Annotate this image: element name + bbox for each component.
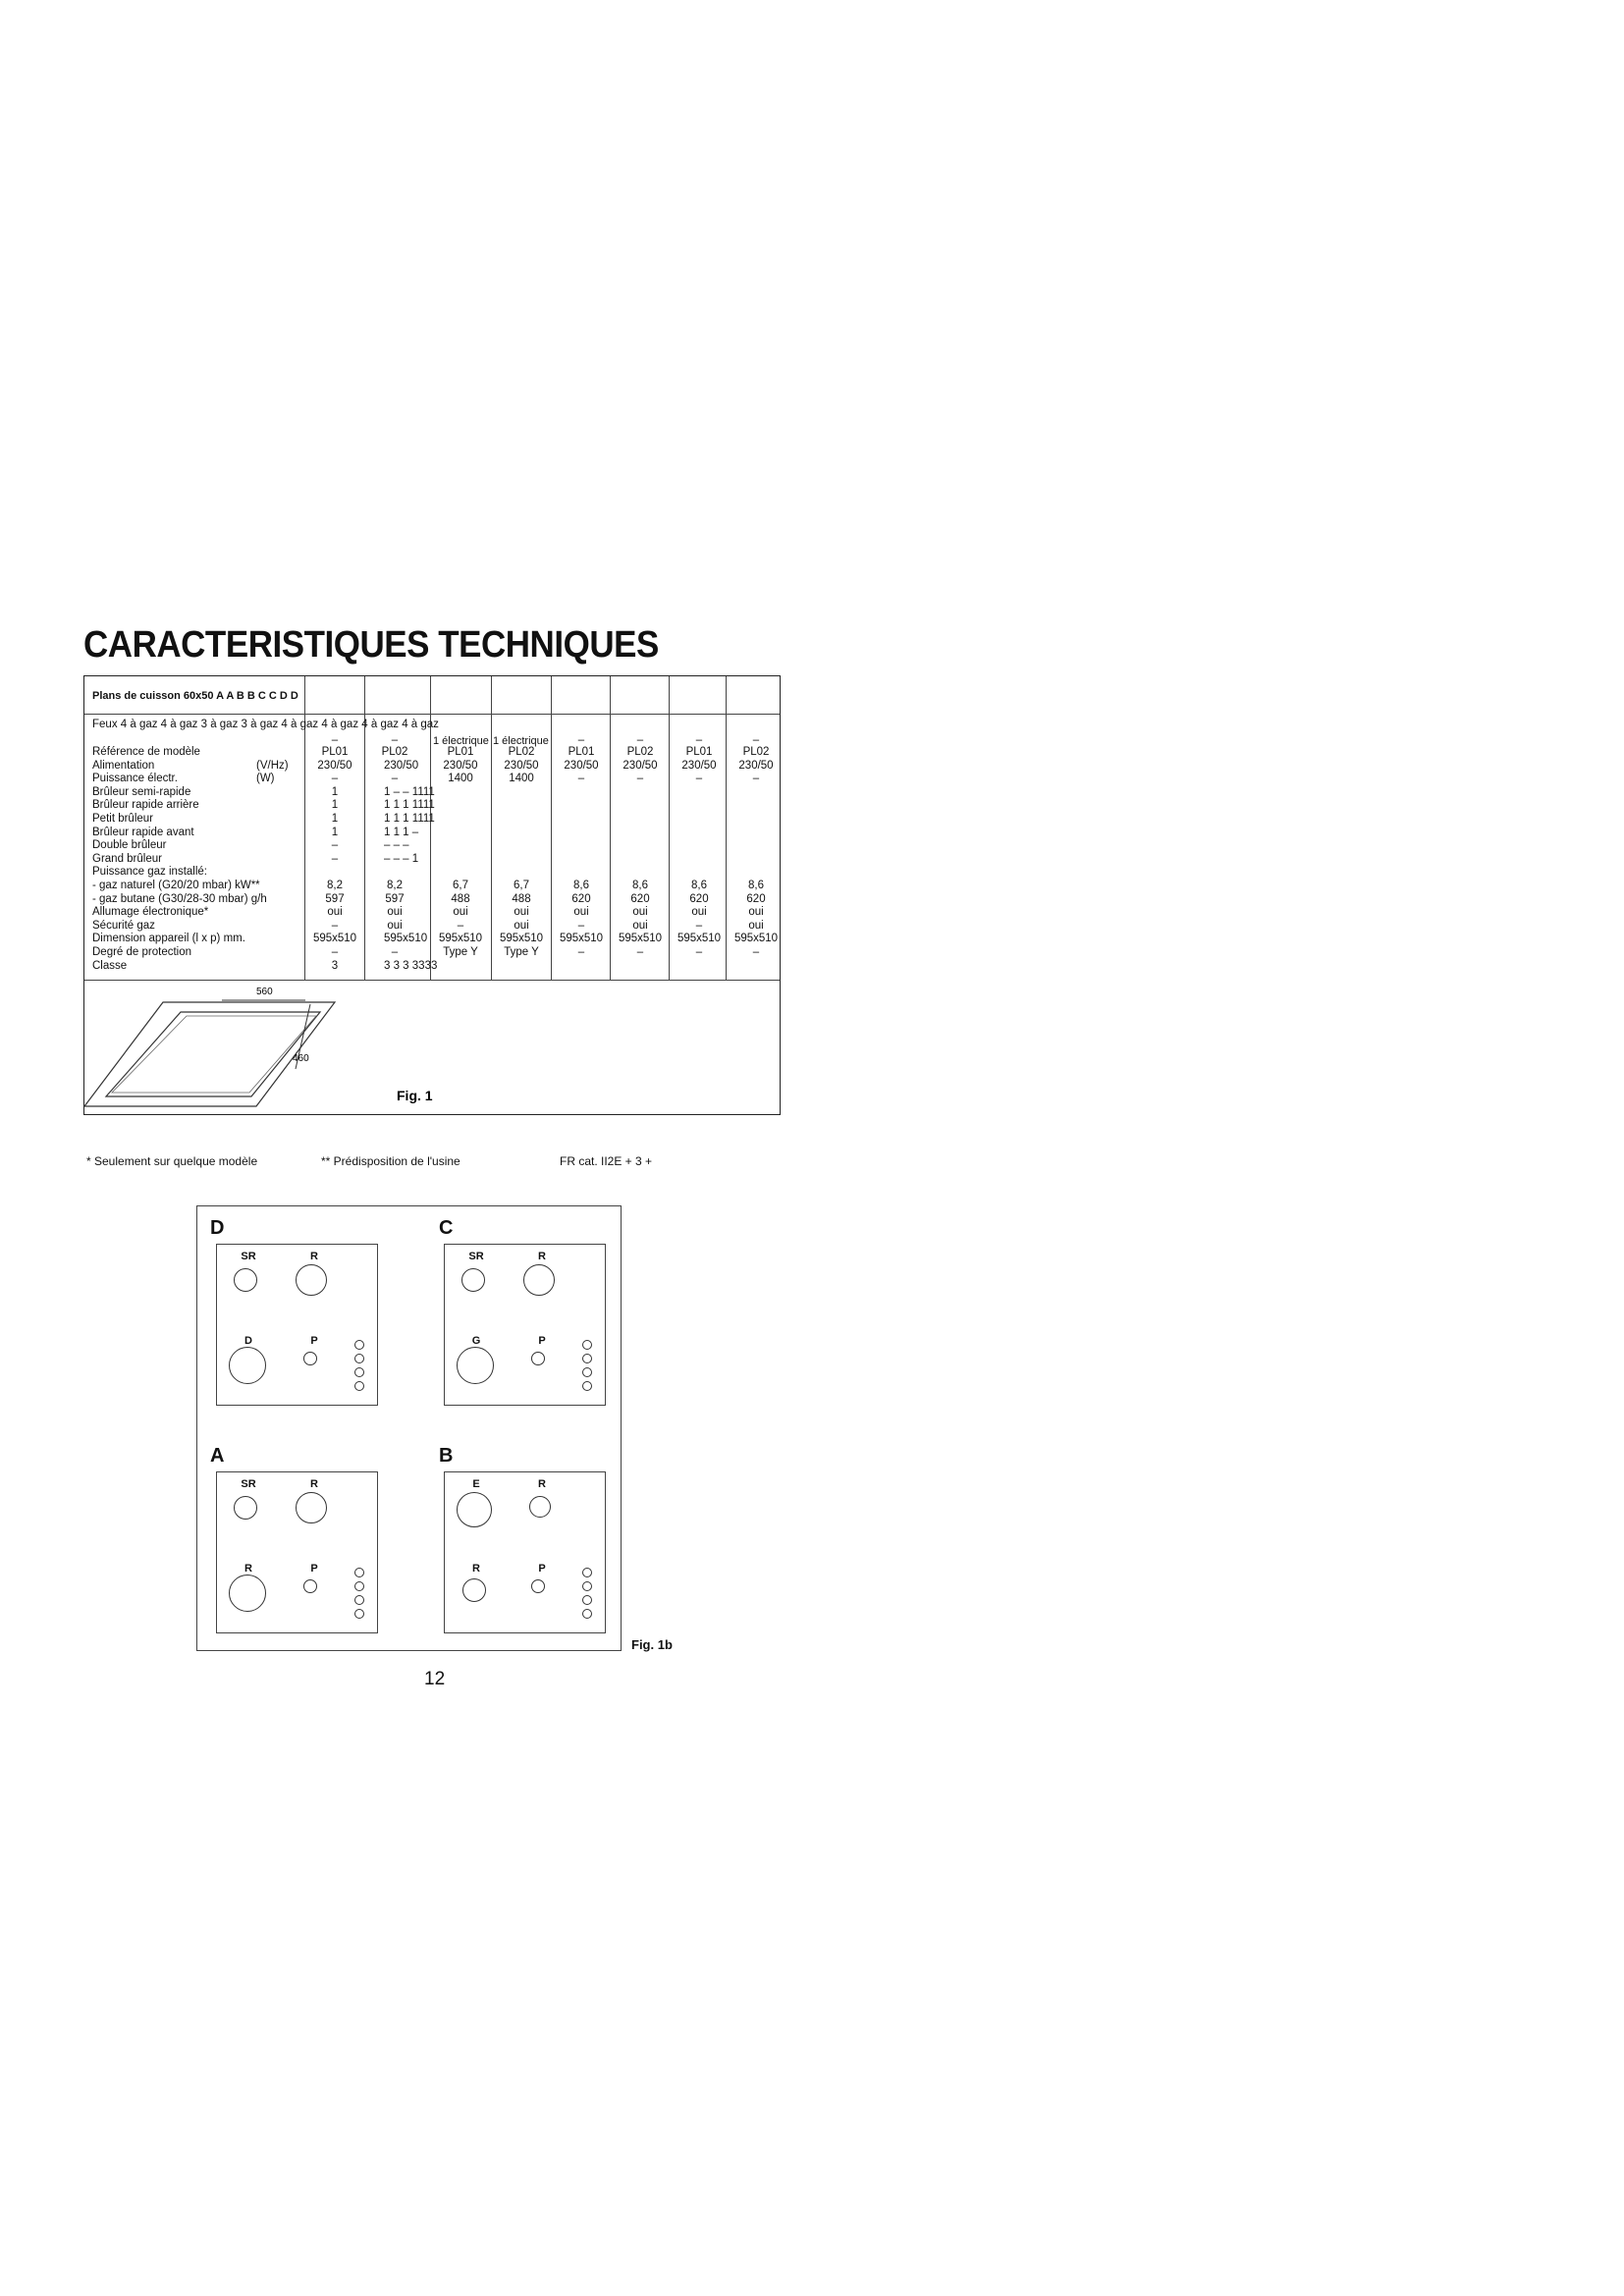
table-cell: 595x510 bbox=[559, 933, 604, 945]
table-cell: 8,6 bbox=[691, 880, 707, 891]
table-cell: 620 bbox=[689, 892, 709, 905]
table-cell: 595x510 bbox=[677, 933, 722, 945]
table-cell: – bbox=[752, 734, 760, 746]
table-cell: 597 bbox=[325, 892, 345, 905]
page-number: 12 bbox=[424, 1669, 446, 1689]
table-cell: – bbox=[331, 839, 339, 852]
burner-icon bbox=[531, 1579, 545, 1593]
burner-icon bbox=[296, 1492, 327, 1523]
table-cell: – bbox=[331, 734, 339, 746]
row-label: - gaz butane (G30/28-30 mbar) g/h bbox=[92, 892, 267, 905]
fig1-caption: Fig. 1 bbox=[397, 1088, 433, 1103]
table-cell: 8,6 bbox=[573, 880, 589, 891]
table-cell: 230/50 bbox=[623, 759, 658, 772]
burner-icon bbox=[234, 1268, 257, 1292]
table-cell: 1 bbox=[331, 826, 339, 838]
layout-letter: C bbox=[439, 1217, 454, 1239]
table-cell: – bbox=[331, 919, 339, 932]
table-cell: 8,6 bbox=[632, 880, 648, 891]
table-cell: 595x510 bbox=[499, 933, 544, 945]
table-cell: – bbox=[391, 946, 399, 958]
table-cell: 1400 bbox=[509, 773, 534, 785]
table-cell: – bbox=[331, 773, 339, 785]
table-cell: 1 1 1 1111 bbox=[384, 813, 435, 825]
table-cell: PL02 bbox=[381, 746, 408, 758]
control-knob-icon bbox=[354, 1354, 364, 1363]
table-cell: – – – bbox=[384, 839, 409, 852]
table-cell: 488 bbox=[512, 892, 531, 905]
table-cell: – bbox=[636, 946, 644, 958]
table-cell: oui bbox=[514, 906, 529, 919]
table-cell: Type Y bbox=[443, 946, 478, 958]
burner-label: D bbox=[244, 1335, 252, 1347]
table-cell: 230/50 bbox=[564, 759, 599, 772]
hob-layout bbox=[444, 1244, 606, 1406]
table-cell: 230/50 bbox=[504, 759, 539, 772]
burner-icon bbox=[303, 1352, 317, 1365]
table-cell: 230/50 bbox=[384, 759, 419, 772]
burner-icon bbox=[529, 1496, 551, 1518]
layout-letter: A bbox=[210, 1445, 225, 1467]
burner-label: P bbox=[538, 1335, 546, 1347]
hob-layout bbox=[444, 1471, 606, 1633]
burner-label: P bbox=[538, 1563, 546, 1575]
row-label: Grand brûleur bbox=[92, 852, 162, 865]
table-cell: 1 bbox=[331, 799, 339, 812]
row-label: Allumage électronique* bbox=[92, 906, 209, 919]
control-knob-icon bbox=[582, 1367, 592, 1377]
table-cell: – bbox=[695, 919, 703, 932]
control-knob-icon bbox=[582, 1581, 592, 1591]
feux-row: Feux 4 à gaz 4 à gaz 3 à gaz 3 à gaz 4 à gaz 4 à gaz 4 à gaz 4 à gaz bbox=[92, 719, 439, 730]
control-knob-icon bbox=[582, 1609, 592, 1619]
row-label: Alimentation bbox=[92, 759, 155, 772]
table-cell: PL02 bbox=[626, 746, 654, 758]
table-cell: 230/50 bbox=[738, 759, 774, 772]
burner-icon bbox=[531, 1352, 545, 1365]
row-label: Puissance gaz installé: bbox=[92, 866, 207, 879]
table-cell: oui bbox=[632, 906, 648, 919]
footnote-1: * Seulement sur quelque modèle bbox=[86, 1154, 258, 1168]
table-cell: oui bbox=[748, 919, 764, 932]
table-cell: 620 bbox=[571, 892, 591, 905]
table-cell: 230/50 bbox=[317, 759, 352, 772]
burner-icon bbox=[523, 1264, 555, 1296]
table-cell: PL02 bbox=[742, 746, 770, 758]
table-cell: – bbox=[695, 773, 703, 785]
row-divider bbox=[84, 714, 780, 715]
control-knob-icon bbox=[354, 1609, 364, 1619]
table-cell: – bbox=[752, 773, 760, 785]
table-cell: oui bbox=[691, 906, 707, 919]
control-knob-icon bbox=[354, 1367, 364, 1377]
table-cell: – bbox=[577, 773, 585, 785]
burner-label: SR bbox=[468, 1251, 484, 1262]
row-label: Degré de protection bbox=[92, 946, 192, 958]
table-cell: – bbox=[457, 919, 464, 932]
page-title: CARACTERISTIQUES TECHNIQUES bbox=[83, 624, 659, 666]
table-cell: 595x510 bbox=[384, 933, 428, 945]
layout-letter: D bbox=[210, 1217, 225, 1239]
footnote-2: ** Prédisposition de l'usine bbox=[321, 1154, 460, 1168]
table-cell: 8,2 bbox=[387, 880, 403, 891]
row-label: - gaz naturel (G20/20 mbar) kW** bbox=[92, 880, 260, 891]
burner-icon bbox=[457, 1347, 494, 1384]
burner-label: E bbox=[472, 1478, 480, 1490]
fig1-drawing bbox=[84, 981, 782, 1116]
table-cell: oui bbox=[387, 919, 403, 932]
table-cell: 488 bbox=[451, 892, 470, 905]
table-cell: – bbox=[391, 734, 399, 746]
table-cell: 8,6 bbox=[748, 880, 764, 891]
table-cell: – bbox=[695, 946, 703, 958]
row-label: Dimension appareil (l x p) mm. bbox=[92, 933, 245, 945]
table-cell: oui bbox=[514, 919, 529, 932]
table-cell: 3 3 3 3333 bbox=[384, 959, 438, 972]
burner-label: R bbox=[472, 1563, 480, 1575]
burner-icon bbox=[461, 1268, 485, 1292]
dim-460: 460 bbox=[293, 1053, 309, 1064]
row-label: Brûleur rapide avant bbox=[92, 826, 194, 838]
col-divider bbox=[669, 676, 670, 980]
spec-table bbox=[83, 675, 781, 1115]
table-cell: – bbox=[752, 946, 760, 958]
col-divider bbox=[551, 676, 552, 980]
table-cell: oui bbox=[387, 906, 403, 919]
table-cell: – – – 1 bbox=[384, 852, 419, 865]
col-divider bbox=[491, 676, 492, 980]
burner-icon bbox=[229, 1347, 266, 1384]
burner-icon bbox=[296, 1264, 327, 1296]
table-cell: – bbox=[636, 734, 644, 746]
table-cell: 595x510 bbox=[618, 933, 663, 945]
control-knob-icon bbox=[354, 1595, 364, 1605]
table-cell: PL01 bbox=[321, 746, 349, 758]
row-label: Référence de modèle bbox=[92, 746, 200, 758]
table-cell: 620 bbox=[746, 892, 766, 905]
control-knob-icon bbox=[582, 1354, 592, 1363]
table-cell: 595x510 bbox=[312, 933, 357, 945]
table-cell: PL02 bbox=[508, 746, 535, 758]
hob-layout bbox=[216, 1244, 378, 1406]
table-cell: 6,7 bbox=[514, 880, 529, 891]
table-cell: 620 bbox=[630, 892, 650, 905]
hob-layout bbox=[216, 1471, 378, 1633]
row-label: Double brûleur bbox=[92, 839, 167, 852]
table-cell: – bbox=[577, 734, 585, 746]
table-cell: – bbox=[577, 919, 585, 932]
table-cell: 1 – – 1111 bbox=[384, 785, 435, 798]
table-cell: oui bbox=[748, 906, 764, 919]
row-label: Classe bbox=[92, 959, 128, 972]
col-divider bbox=[610, 676, 611, 980]
table-cell: 1400 bbox=[448, 773, 473, 785]
hob-cutout bbox=[106, 1012, 320, 1096]
control-knob-icon bbox=[582, 1568, 592, 1577]
control-knob-icon bbox=[354, 1581, 364, 1591]
table-cell: 595x510 bbox=[438, 933, 483, 945]
table-cell: 8,2 bbox=[327, 880, 343, 891]
control-knob-icon bbox=[354, 1381, 364, 1391]
table-header: Plans de cuisson 60x50 A A B B C C D D bbox=[92, 690, 298, 702]
table-cell: – bbox=[577, 946, 585, 958]
table-cell: 597 bbox=[385, 892, 405, 905]
burner-icon bbox=[462, 1578, 486, 1602]
table-cell: PL01 bbox=[568, 746, 595, 758]
burner-icon bbox=[457, 1492, 492, 1527]
electrique-label: 1 électrique bbox=[433, 735, 489, 747]
row-unit: (W) bbox=[256, 773, 275, 785]
burner-label: R bbox=[244, 1563, 252, 1575]
burner-label: G bbox=[471, 1335, 481, 1347]
table-cell: 230/50 bbox=[443, 759, 478, 772]
table-cell: PL01 bbox=[685, 746, 713, 758]
burner-label: R bbox=[310, 1251, 318, 1262]
table-cell: oui bbox=[573, 906, 589, 919]
table-cell: 1 bbox=[331, 813, 339, 825]
burner-label: P bbox=[310, 1563, 318, 1575]
row-label: Brûleur semi-rapide bbox=[92, 785, 191, 798]
control-knob-icon bbox=[582, 1595, 592, 1605]
burner-label: R bbox=[538, 1251, 546, 1262]
row-label: Puissance électr. bbox=[92, 773, 178, 785]
table-cell: – bbox=[331, 946, 339, 958]
dim-560: 560 bbox=[256, 987, 273, 997]
burner-label: P bbox=[310, 1335, 318, 1347]
burner-icon bbox=[234, 1496, 257, 1520]
electrique-label: 1 électrique bbox=[493, 735, 549, 747]
burner-label: SR bbox=[241, 1251, 256, 1262]
table-cell: 1 1 1 1111 bbox=[384, 799, 435, 812]
burner-label: SR bbox=[241, 1478, 256, 1490]
table-cell: Type Y bbox=[504, 946, 539, 958]
fig1b-caption: Fig. 1b bbox=[631, 1637, 673, 1652]
table-cell: oui bbox=[327, 906, 343, 919]
row-unit: (V/Hz) bbox=[256, 759, 289, 772]
table-cell: oui bbox=[453, 906, 468, 919]
table-cell: 595x510 bbox=[733, 933, 779, 945]
table-cell: – bbox=[695, 734, 703, 746]
table-cell: 230/50 bbox=[681, 759, 717, 772]
table-cell: 6,7 bbox=[453, 880, 468, 891]
table-cell: 1 bbox=[331, 785, 339, 798]
table-cell: – bbox=[391, 773, 399, 785]
row-label: Brûleur rapide arrière bbox=[92, 799, 199, 812]
layout-letter: B bbox=[439, 1445, 454, 1467]
row-label: Petit brûleur bbox=[92, 813, 154, 825]
row-label: Sécurité gaz bbox=[92, 919, 155, 932]
burner-label: R bbox=[310, 1478, 318, 1490]
table-cell: 1 1 1 – bbox=[384, 826, 419, 838]
table-cell: – bbox=[636, 773, 644, 785]
control-knob-icon bbox=[582, 1340, 592, 1350]
table-cell: PL01 bbox=[447, 746, 474, 758]
control-knob-icon bbox=[354, 1568, 364, 1577]
table-cell: – bbox=[331, 852, 339, 865]
burner-label: R bbox=[538, 1478, 546, 1490]
burner-icon bbox=[303, 1579, 317, 1593]
burner-icon bbox=[229, 1575, 266, 1612]
table-cell: oui bbox=[632, 919, 648, 932]
footnote-3: FR cat. II2E + 3 + bbox=[560, 1154, 653, 1168]
control-knob-icon bbox=[354, 1340, 364, 1350]
table-cell: 3 bbox=[331, 959, 339, 972]
control-knob-icon bbox=[582, 1381, 592, 1391]
